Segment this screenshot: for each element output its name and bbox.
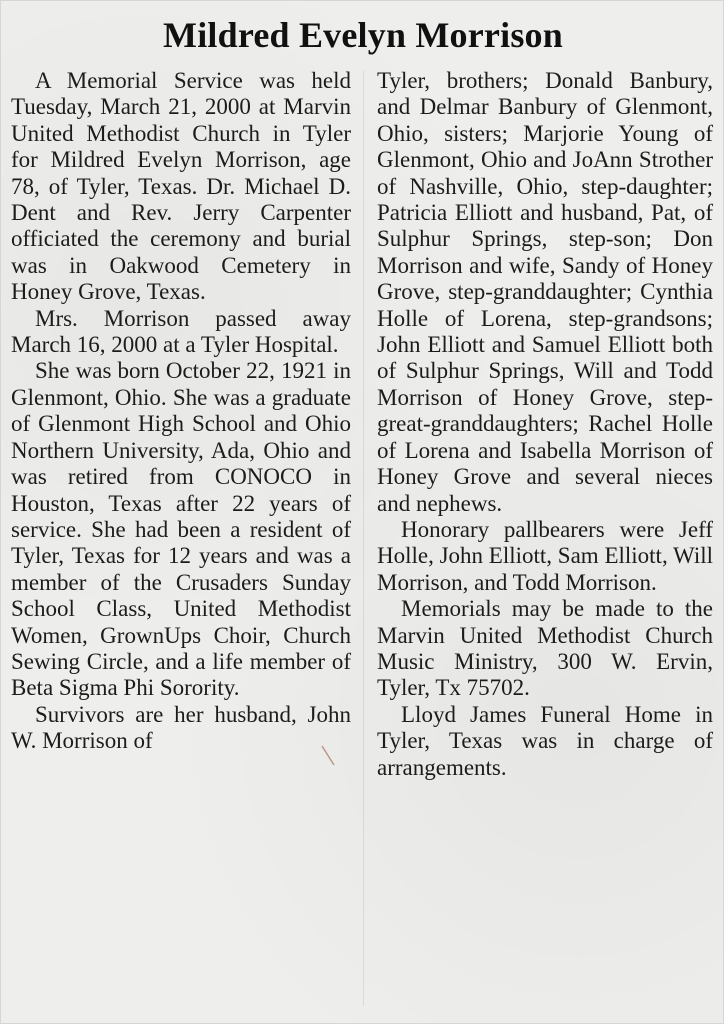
paragraph-survivors-continued: Tyler, brothers; Donald Banbury, and Delmar Banbury of Glenmont, Ohio, sisters; Marjorie Young of Glenmont, Ohio and JoAnn Strother of Nashville, Ohio, step-daughter; Patricia Elliott and husband, Pat, of Sulphur Springs, step-son; Don Morrison and wife, Sandy of Honey Grove, step-granddaughter; Cynthia Holle of Lorena, step-grandsons; John Elliott and Samuel Elliott both of Sulphur Springs, Will and Todd Morrison of Honey Grove, step-great-granddaughters; Rachel Holle of Lorena and Isabella Morrison of Honey Grove and several nieces and nephews.	[377, 68, 713, 516]
left-column	[11, 68, 351, 755]
paragraph-funeral-home: Lloyd James Funeral Home in Tyler, Texas was in charge of arrangements.	[377, 701, 713, 780]
paragraph-pallbearers: Honorary pallbearers were Jeff Holle, John Elliott, Sam Elliott, Will Morrison, and Todd Morrison.	[377, 516, 713, 595]
right-column	[377, 68, 713, 781]
paragraph-memorials: Memorials may be made to the Marvin United Methodist Church Music Ministry, 300 W. Ervin, Tyler, Tx 75702.	[377, 596, 713, 701]
paragraph-passing: Mrs. Morrison passed away March 16, 2000 at a Tyler Hospital.	[11, 305, 351, 358]
paragraph-survivors-start: Survivors are her husband, John W. Morrison of	[11, 701, 351, 754]
paragraph-memorial-service: A Memorial Service was held Tuesday, March 21, 2000 at Marvin United Methodist Church in Tyler for Mildred Evelyn Morrison, age 78, of Tyler, Texas. Dr. Michael D. Dent and Rev. Jerry Carpenter officiated the ceremony and burial was in Oakwood Cemetery in Honey Grove, Texas.	[11, 68, 351, 305]
column-gutter	[363, 71, 364, 1006]
obituary-headline: Mildred Evelyn Morrison	[163, 15, 563, 55]
paragraph-biography: She was born October 22, 1921 in Glenmont, Ohio. She was a graduate of Glenmont High School and Ohio Northern University, Ada, Ohio and was retired from CONOCO in Houston, Texas after 22 years of service. She had been a resident of Tyler, Texas for 12 years and was a member of the Crusaders Sunday School Class, United Methodist Women, GrownUps Choir, Church Sewing Circle, and a life member of Beta Sigma Phi Sorority.	[11, 358, 351, 701]
